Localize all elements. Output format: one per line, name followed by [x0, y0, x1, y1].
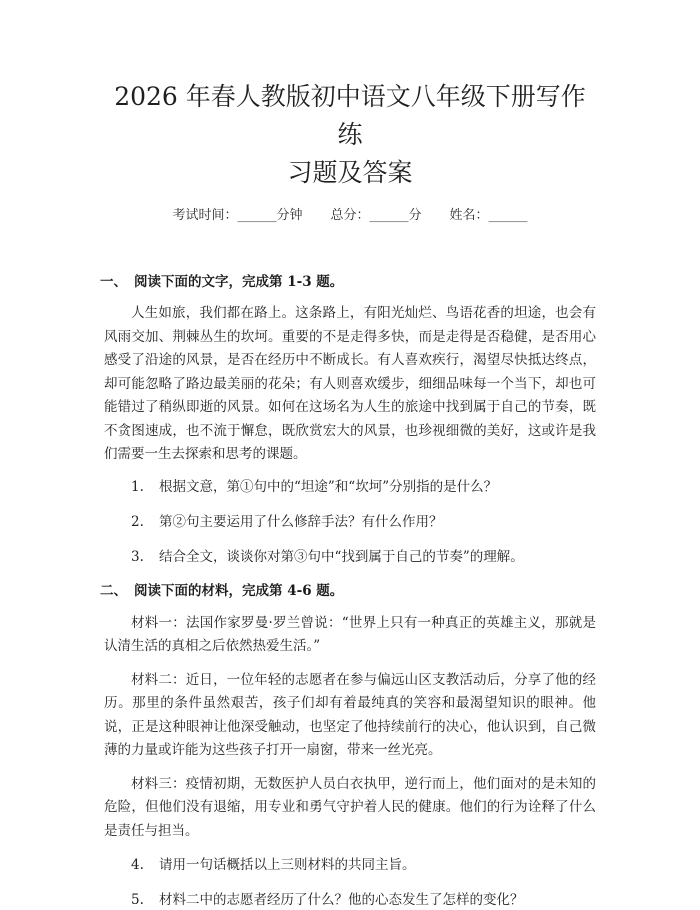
material-3: 材料三：疫情初期，无数医护人员白衣执甲，逆行而上，他们面对的是未知的危险，但他们没有退缩，用专业和勇气守护着人民的健康。他们的行为诠释了什么是责任与担当。	[104, 773, 596, 844]
section-number: 一、	[100, 272, 134, 292]
material-1: 材料一：法国作家罗曼·罗兰曾说：“世界上只有一种真正的英雄主义，那就是认清生活的真相之后依然热爱生活。”	[104, 612, 596, 659]
section-heading-text: 阅读下面的材料，完成第 4-6 题。	[134, 583, 343, 599]
reading-passage: 人生如旅，我们都在路上。这条路上，有阳光灿烂、鸟语花香的坦途，也会有风雨交加、荆棘丛生的坎坷。重要的不是走得多快，而是走得是否稳健，是否用心感受了沿途的风景，是否在经历中不断成长。有人喜欢疾行，渴望尽快抵达终点，却可能忽略了路边最美丽的花朵；有人则喜欢缓步，细细品味每一个当下，却也可能错过了稍纵即逝的风景。如何在这场名为人生的旅途中找到属于自己的节奏，既不贪图速成，也不流于懈怠，既欣赏宏大的风景，也珍视细微的美好，这或许是我们需要一生去探索和思考的课题。	[104, 302, 596, 467]
question-number: 2.	[131, 512, 159, 532]
section-2	[104, 581, 596, 910]
title-line-1: 2026 年春人教版初中语文八年级下册写作练	[114, 82, 586, 149]
time-blank: ______	[237, 208, 276, 223]
question-3	[104, 547, 596, 567]
question-text: 结合全文，谈谈你对第③句中“找到属于自己的节奏”的理解。	[159, 549, 524, 565]
question-text: 第②句主要运用了什么修辞手法？有什么作用？	[159, 514, 443, 530]
time-unit: 分钟	[276, 208, 302, 223]
question-number: 5.	[131, 890, 159, 910]
material-2: 材料二：近日，一位年轻的志愿者在参与偏远山区支教活动后，分享了他的经历。那里的条件虽然艰苦，孩子们却有着最纯真的笑容和最渴望知识的眼神。他说，正是这种眼神让他深受触动，也坚定了他持续前行的决心，他认识到，自己微薄的力量或许能为这些孩子打开一扇窗，带来一丝光亮。	[104, 669, 596, 763]
question-number: 3.	[131, 547, 159, 567]
exam-info	[104, 206, 596, 226]
section-heading	[100, 272, 596, 292]
question-1	[104, 477, 596, 497]
score-label: 总分：	[330, 208, 369, 223]
section-number: 二、	[100, 581, 134, 601]
name-blank: ______	[489, 208, 528, 223]
question-2	[104, 512, 596, 532]
time-label: 考试时间：	[172, 208, 237, 223]
score-blank: ______	[370, 208, 409, 223]
section-1	[104, 272, 596, 567]
title-line-2: 习题及答案	[287, 158, 412, 187]
section-heading	[100, 581, 596, 601]
document-title	[104, 78, 596, 192]
section-heading-text: 阅读下面的文字，完成第 1-3 题。	[134, 274, 343, 290]
name-label: 姓名：	[450, 208, 489, 223]
question-number: 1.	[131, 477, 159, 497]
question-text: 材料二中的志愿者经历了什么？他的心态发生了怎样的变化？	[159, 892, 524, 908]
question-4	[104, 855, 596, 875]
question-number: 4.	[131, 855, 159, 875]
score-unit: 分	[409, 208, 422, 223]
question-text: 根据文意，第①句中的“坦途”和“坎坷”分别指的是什么？	[159, 479, 497, 495]
question-5	[104, 890, 596, 910]
question-text: 请用一句话概括以上三则材料的共同主旨。	[159, 857, 416, 873]
document-page	[104, 78, 596, 910]
